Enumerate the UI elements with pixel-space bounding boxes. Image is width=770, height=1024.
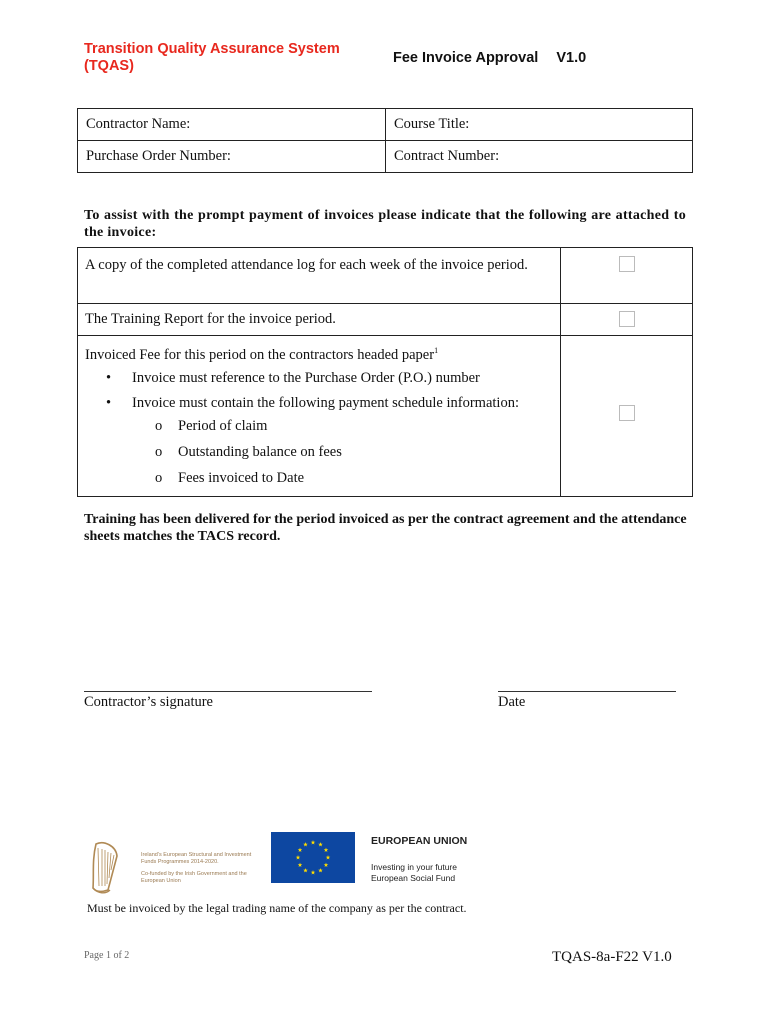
sub-bullet-icon: o <box>155 443 163 460</box>
intro-text: To assist with the prompt payment of invoices please indicate that the following are attached to the invoice: <box>84 208 686 240</box>
date-line[interactable] <box>498 691 676 692</box>
training-report-checkbox[interactable] <box>619 311 635 327</box>
list-item <box>85 444 552 461</box>
bullet-icon: • <box>106 369 112 386</box>
checkbox-cell <box>561 304 693 336</box>
eu-subtitle <box>371 862 457 884</box>
checklist-row <box>78 304 693 336</box>
system-title: Transition Quality Assurance System (TQAS) <box>84 41 340 74</box>
list-item <box>85 370 552 387</box>
sub-bullet-icon: o <box>155 469 163 486</box>
checklist-item-attendance-log: A copy of the completed attendance log for each week of the invoice period. <box>78 248 561 304</box>
eu-flag-icon <box>271 832 355 883</box>
checklist-row <box>78 336 693 497</box>
list-item <box>85 395 552 487</box>
payment-schedule-list <box>85 418 552 487</box>
form-title: Fee Invoice Approval <box>393 50 539 66</box>
harp-logo-icon <box>90 840 120 894</box>
attachment-checklist <box>77 247 693 497</box>
invoiced-fee-checkbox[interactable] <box>619 405 635 421</box>
contractor-signature-label: Contractor’s signature <box>84 694 213 710</box>
contract-info-table <box>77 108 693 173</box>
checklist-row <box>78 248 693 304</box>
list-item-text: Invoice must contain the following payment schedule information: <box>132 394 519 411</box>
ireland-funding-text <box>141 852 261 884</box>
sub-bullet-icon: o <box>155 417 163 434</box>
purchase-order-field[interactable]: Purchase Order Number: <box>78 141 386 173</box>
eu-flag-background <box>271 832 355 883</box>
bullet-icon: • <box>106 394 112 411</box>
document-code: TQAS-8a-F22 V1.0 <box>552 949 672 965</box>
course-title-field[interactable]: Course Title: <box>386 109 693 141</box>
eu-title: EUROPEAN UNION <box>371 835 468 847</box>
checklist-item-training-report: The Training Report for the invoice period. <box>78 304 561 336</box>
eu-subtitle-line1: Investing in your future <box>371 862 457 872</box>
checkbox-cell <box>561 248 693 304</box>
list-item-text: Invoice must reference to the Purchase Order (P.O.) number <box>132 369 480 386</box>
list-item-text: Period of claim <box>178 417 268 434</box>
page-number: Page 1 of 2 <box>84 950 130 961</box>
attendance-log-checkbox[interactable] <box>619 256 635 272</box>
invoiced-fee-text: Invoiced Fee for this period on the contractors headed paper <box>85 346 435 363</box>
footnote-ref: 1 <box>434 346 439 355</box>
contract-number-field[interactable]: Contract Number: <box>386 141 693 173</box>
list-item-text: Fees invoiced to Date <box>178 469 305 486</box>
list-item <box>85 418 552 435</box>
signature-line[interactable] <box>84 691 372 692</box>
ireland-funding-line2: Co-funded by the Irish Government and the European Union <box>141 871 247 884</box>
list-item-text: Outstanding balance on fees <box>178 443 342 460</box>
date-label: Date <box>498 694 526 710</box>
contractor-name-field[interactable]: Contractor Name: <box>78 109 386 141</box>
delivery-statement: Training has been delivered for the period invoiced as per the contract agreement and the attendance sheets matches the TACS record. <box>84 512 687 544</box>
ireland-funding-line1: Ireland’s European Structural and Investment Funds Programmes 2014-2020. <box>141 852 252 865</box>
checkbox-cell <box>561 336 693 497</box>
list-item <box>85 470 552 487</box>
checklist-item-invoiced-fee <box>78 336 561 497</box>
footnote: Must be invoiced by the legal trading name of the company as per the contract. <box>87 901 467 915</box>
form-version: V1.0 <box>556 50 587 66</box>
form-title-block <box>393 50 586 66</box>
eu-subtitle-line2: European Social Fund <box>371 873 456 883</box>
invoice-requirements-list <box>85 370 552 487</box>
